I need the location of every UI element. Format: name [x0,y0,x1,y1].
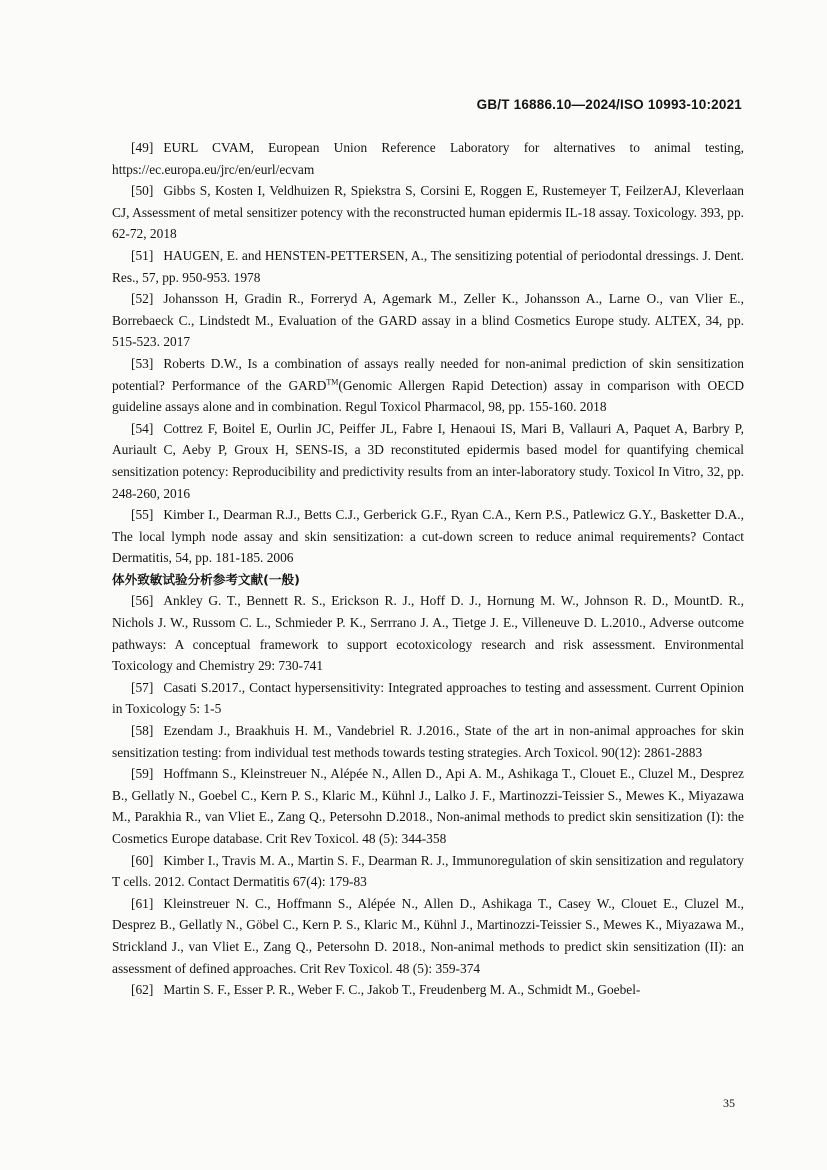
reference-number: [54] [131,420,154,436]
reference-number: [57] [131,679,154,695]
reference-text: Hoffmann S., Kleinstreuer N., Alépée N., Allen D., Api A. M., Ashikaga T., Clouet E., Cluzel M., Desprez B., Gellatly N., Goebel C., Kern P. S., Klaric M., Kühnl J., Lalko J. F., Martinozzi-Teissier S., Mewes K., Miyazawa M., Parakhia R., van Vliet E., Zang Q., Petersohn D.2018., Non-animal methods to predict skin sensitization (I): the Cosmetics Europe database. Crit Rev Toxicol. 48 (5): 344-358 [112,766,744,846]
reference-59 [112,763,744,849]
reference-number: [55] [131,507,154,523]
reference-56 [112,590,744,676]
reference-54 [112,418,744,504]
reference-number: [49] [131,140,154,155]
reference-58 [112,720,744,763]
reference-57 [112,677,744,720]
reference-text: HAUGEN, E. and HENSTEN-PETTERSEN, A., The sensitizing potential of periodontal dressings. J. Dent. Res., 57, pp. 950-953. 1978 [112,247,744,285]
reference-52 [112,288,744,353]
page-number: 35 [723,1096,735,1110]
reference-text: Ezendam J., Braakhuis H. M., Vandebriel R. J.2016., State of the art in non-animal approaches for skin sensitization testing: from individual test methods towards testing strategies. Arch Toxicol. 90(12): 2861-2883 [112,723,744,760]
reference-text: Kimber I., Dearman R.J., Betts C.J., Gerberick G.F., Ryan C.A., Kern P.S., Patlewicz G.Y., Basketter D.A., The local lymph node assay and skin sensitization: a cut-down screen to reduce animal requirements? Contact Dermatitis, 54, pp. 181-185. 2006 [112,507,744,566]
reference-text: Kimber I., Travis M. A., Martin S. F., Dearman R. J., Immunoregulation of skin sensitization and regulatory T cells. 2012. Contact Dermatitis 67(4): 179-83 [112,852,744,890]
trademark-superscript: TM [326,377,339,387]
reference-number: [58] [131,723,154,739]
reference-text: Johansson H, Gradin R., Forreryd A, Agemark M., Zeller K., Johansson A., Larne O., van Vlier E., Borrebaeck C., Lindstedt M., Evaluation of the GARD assay in a blind Cosmetics Europe study. ALTEX, 34, pp. 515-523. 2017 [112,291,744,350]
reference-number: [59] [131,766,154,782]
reference-number: [53] [131,355,154,371]
reference-text: Casati S.2017., Contact hypersensitivity: Integrated approaches to testing and assessment. Current Opinion in Toxicology 5: 1-5 [112,679,744,717]
reference-text: Kleinstreuer N. C., Hoffmann S., Alépée N., Allen D., Ashikaga T., Casey W., Clouet E., Cluzel M., Desprez B., Gellatly N., Göbel C., Kern P. S., Klaric M., Kühnl J., Martinozzi-Teissier S., Mewes K., Miyazawa M., Strickland J., van Vliet E., Zang Q., Petersohn D. 2018., Non-animal methods to predict skin sensitization (II): an assessment of defined approaches. Crit Rev Toxicol. 48 (5): 359-374 [112,895,744,976]
reference-49 [112,137,744,180]
reference-text: Ankley G. T., Bennett R. S., Erickson R. J., Hoff D. J., Hornung M. W., Johnson R. D., MountD. R., Nichols J. W., Russom C. L., Schmieder P. K., Serrrano J. A., Tietge J. E., Villeneuve D. L.2010., Adverse outcome pathways: A conceptual framework to support ecotoxicology research and risk assessment. Environmental Toxicology and Chemistry 29: 730-741 [112,593,744,674]
reference-60 [112,850,744,893]
reference-50 [112,180,744,245]
reference-number: [60] [131,852,154,868]
reference-53 [112,353,744,418]
reference-list [112,137,744,1001]
reference-number: [61] [131,895,154,911]
section-heading: 体外致敏试验分析参考文献(一般) [112,571,300,587]
reference-number: [62] [131,982,154,998]
reference-number: [52] [131,291,154,307]
reference-text: Gibbs S, Kosten I, Veldhuizen R, Spiekstra S, Corsini E, Roggen E, Rustemeyer T, FeilzerAJ, Kleverlaan CJ, Assessment of metal sensitizer potency with the reconstructed human epidermis IL-18 assay. Toxicology. 393, pp. 62-72, 2018 [112,183,744,242]
standard-number-header: GB/T 16886.10—2024/ISO 10993-10:2021 [476,97,742,112]
reference-number: [56] [131,593,154,609]
reference-61 [112,893,744,979]
reference-51 [112,245,744,288]
reference-text: Martin S. F., Esser P. R., Weber F. C., Jakob T., Freudenberg M. A., Schmidt M., Goebel- [163,982,641,998]
reference-text: Roberts D.W., Is a combination of assays really needed for non-animal prediction of skin sensitization potential? Performance of the GARD [112,355,744,393]
reference-62 [112,979,744,1001]
reference-number: [51] [131,247,154,263]
reference-text: EURL CVAM, European Union Reference Laboratory for alternatives to animal testing, https://ec.europa.eu/jrc/en/eurl/ecvam [112,140,744,177]
reference-55 [112,504,744,569]
reference-number: [50] [131,183,154,199]
reference-text: Cottrez F, Boitel E, Ourlin JC, Peiffer JL, Fabre I, Henaoui IS, Mari B, Vallauri A, Paquet A, Barbry P, Auriault C, Aeby P, Groux H, SENS-IS, a 3D reconstituted epidermis based model for quantifying chemical sensitization potency: Reproducibility and predictivity results from an inter-laboratory study. Toxicol In Vitro, 32, pp. 248-260, 2016 [112,420,744,501]
reference-text: (Genomic Allergen Rapid Detection) assay in comparison with OECD guideline assays alone and in combination. Regul Toxicol Pharmacol, 98, pp. 155-160. 2018 [112,377,744,415]
